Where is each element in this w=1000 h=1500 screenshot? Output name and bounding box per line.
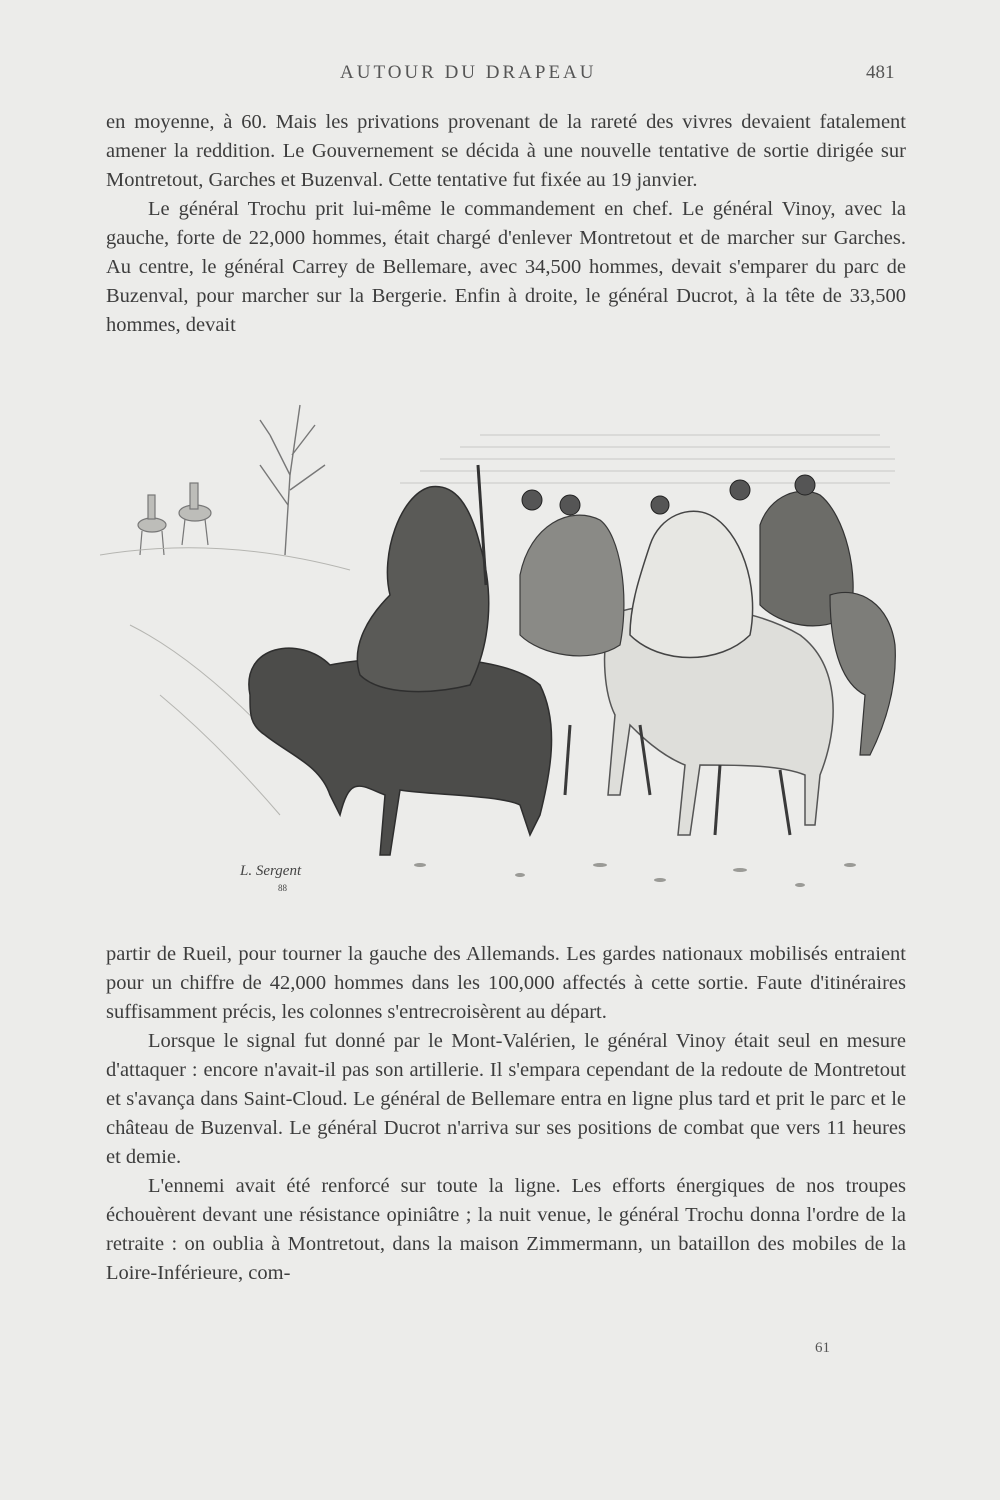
running-title: AUTOUR DU DRAPEAU bbox=[340, 62, 597, 83]
paragraph: Lorsque le signal fut donné par le Mont-Valérien, le général Vinoy était seul en mesure d'attaquer : encore n'avait-il pas son artillerie. Il s'empara cependant de la redoute de Montretout et s'avança dans Saint-Cloud. Le général de Bellemare entra en ligne plus tard et prit le parc et le château de Buzenval. Le général Ducrot n'arriva sur ses positions de combat que vers 11 heures et demie. bbox=[106, 1030, 906, 1168]
far-right-horse bbox=[830, 592, 895, 755]
illustration-cavalry-generals bbox=[100, 395, 900, 915]
light-cloaked-rider bbox=[630, 511, 753, 657]
bare-tree bbox=[260, 405, 325, 555]
paragraph: L'ennemi avait été renforcé sur toute la ligne. Les efforts énergiques de nos troupes échouèrent devant une résistance opiniâtre ; la nuit venue, le général Trochu donna l'ordre de la retraite : on oublia à Montretout, dans la maison Zimmermann, un bataillon des mobiles de la Loire-Inférieure, com- bbox=[106, 1175, 906, 1284]
distant-riders bbox=[138, 483, 211, 555]
signature-mark: 61 bbox=[815, 1340, 830, 1356]
page-number: 481 bbox=[866, 62, 895, 83]
cloaked-rider bbox=[357, 487, 488, 692]
paragraph: partir de Rueil, pour tourner la gauche des Allemands. Les gardes nationaux mobilisés entraient pour un chiffre de 42,000 hommes dans les 100,000 affectés à cette sortie. Faute d'itinéraires suffisamment précis, les colonnes s'entrecroisèrent au départ. bbox=[106, 943, 906, 1023]
paragraph: Le général Trochu prit lui-même le commandement en chef. Le général Vinoy, avec la gauche, forte de 22,000 hommes, était chargé d'enlever Montretout et de marcher sur Garches. Au centre, le général Carrey de Bellemare, avec 34,500 hommes, devait s'emparer du parc de Buzenval, pour marcher sur la Bergerie. Enfin à droite, le général Ducrot, à la tête de 33,500 hommes, devait bbox=[106, 198, 906, 336]
artist-signature: L. Sergent bbox=[240, 863, 302, 879]
body-text-top bbox=[106, 108, 906, 340]
engraving-drawing bbox=[100, 395, 900, 915]
body-text-bottom bbox=[106, 940, 906, 1288]
middle-rider bbox=[520, 515, 624, 656]
running-head bbox=[0, 62, 1000, 92]
artist-signature-year: 88 bbox=[278, 883, 287, 893]
ground-marks bbox=[414, 863, 856, 887]
paragraph: en moyenne, à 60. Mais les privations provenant de la rareté des vivres devaient fatalement amener la reddition. Le Gouvernement se décida à une nouvelle tentative de sortie dirigée sur Montretout, Garches et Buzenval. Cette tentative fut fixée au 19 janvier. bbox=[106, 111, 906, 191]
cavalry-group bbox=[249, 465, 895, 855]
sky-hatching bbox=[400, 435, 895, 483]
